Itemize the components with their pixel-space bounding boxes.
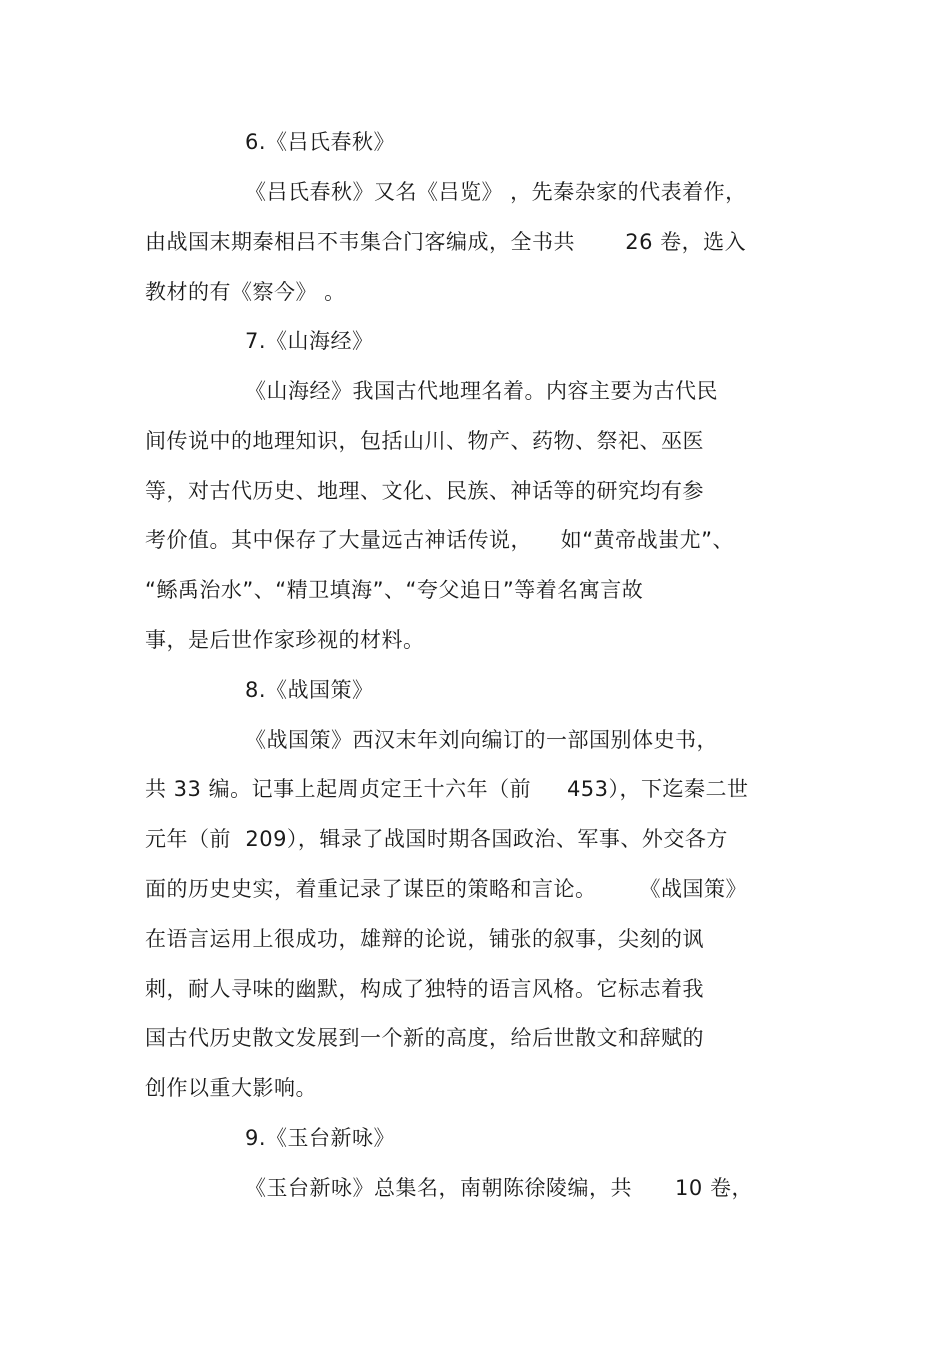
section-heading: 9.《玉台新咏》: [245, 1126, 396, 1150]
section-heading: 8.《战国策》: [245, 678, 374, 702]
paragraph-line: 由战国末期秦相吕不韦集合门客编成，全书共 26 卷，选入: [145, 230, 747, 254]
paragraph-line: 《玉台新咏》总集名，南朝陈徐陵编，共 10 卷，: [245, 1176, 753, 1200]
section-heading: 7.《山海经》: [245, 329, 374, 353]
paragraph-line: 刺，耐人寻味的幽默，构成了独特的语言风格。它标志着我: [145, 977, 704, 1001]
paragraph-line: 《吕氏春秋》又名《吕览》 ，先秦杂家的代表着作，: [245, 180, 747, 204]
paragraph-line: 等，对古代历史、地理、文化、民族、神话等的研究均有参: [145, 479, 704, 503]
paragraph-line: 元年（前 209），辑录了战国时期各国政治、军事、外交各方: [145, 827, 728, 851]
paragraph-line: 面的历史史实，着重记录了谋臣的策略和言论。 《战国策》: [145, 877, 748, 901]
paragraph-line: 考价值。其中保存了大量远古神话传说， 如“黄帝战蚩尤”、: [145, 528, 734, 552]
paragraph-line: 国古代历史散文发展到一个新的高度，给后世散文和辞赋的: [145, 1026, 704, 1050]
paragraph-line: 《战国策》西汉末年刘向编订的一部国别体史书，: [245, 728, 718, 752]
paragraph-line: 事，是后世作家珍视的材料。: [145, 628, 425, 652]
paragraph-line: 创作以重大影响。: [145, 1076, 317, 1100]
paragraph-line: 共 33 编。记事上起周贞定王十六年（前 453），下迄秦二世: [145, 777, 749, 801]
paragraph-line: 教材的有《察今》 。: [145, 280, 346, 304]
paragraph-line: 在语言运用上很成功，雄辩的论说，铺张的叙事，尖刻的讽: [145, 927, 704, 951]
paragraph-line: 间传说中的地理知识，包括山川、物产、药物、祭祀、巫医: [145, 429, 704, 453]
paragraph-line: 《山海经》我国古代地理名着。内容主要为古代民: [245, 379, 718, 403]
section-heading: 6.《吕氏春秋》: [245, 130, 396, 154]
paragraph-line: “鲧禹治水”、“精卫填海”、“夸父追日”等着名寓言故: [145, 578, 644, 602]
